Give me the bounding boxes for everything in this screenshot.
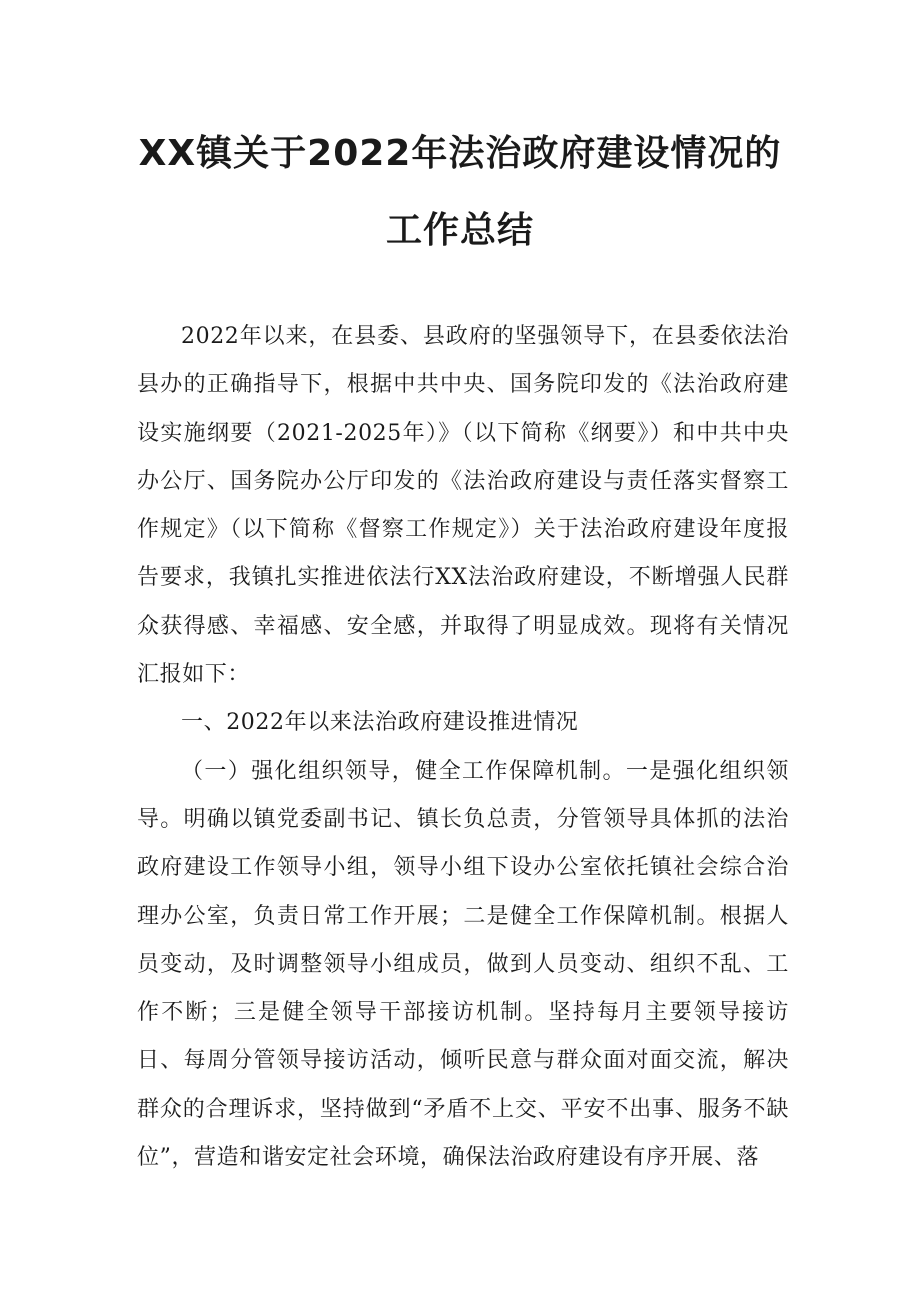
- document-body: [137, 313, 789, 1182]
- section-1-heading: 一、2022年以来法治政府建设推进情况: [181, 710, 579, 736]
- document-title-line-1: XX镇关于2022年法治政府建设情况的: [138, 133, 782, 174]
- document-title-line-2: 工作总结: [385, 210, 534, 251]
- section-1-paragraph-1: （一）强化组织领导，健全工作保障机制。一是强化组织领导。明确以镇党委副书记、镇长负总责，分管领导具体抓的法治政府建设工作领导小组，领导小组下设办公室依托镇社会综合治理办公室，负责日常工作开展；二是健全工作保障机制。根据人员变动，及时调整领导小组成员，做到人员变动、组织不乱、工作不断；三是健全领导干部接访机制。坚持每月主要领导接访日、每周分管领导接访活动，倾听民意与群众面对面交流，解决群众的合理诉求，坚持做到“矛盾不上交、平安不出事、服务不缺位”，营造和谐安定社会环境，确保法治政府建设有序开展、落: [137, 758, 789, 1171]
- intro-paragraph: 2022年以来，在县委、县政府的坚强领导下，在县委依法治县办的正确指导下，根据中共中央、国务院印发的《法治政府建设实施纲要（2021-2025年）》（以下简称《纲要》）和中共中央办公厅、国务院办公厅印发的《法治政府建设与责任落实督察工作规定》（以下简称《督察工作规定》）关于法治政府建设年度报告要求，我镇扎实推进依法行XX法治政府建设，不断增强人民群众获得感、幸福感、安全感，并取得了明显成效。现将有关情况汇报如下：: [137, 324, 789, 688]
